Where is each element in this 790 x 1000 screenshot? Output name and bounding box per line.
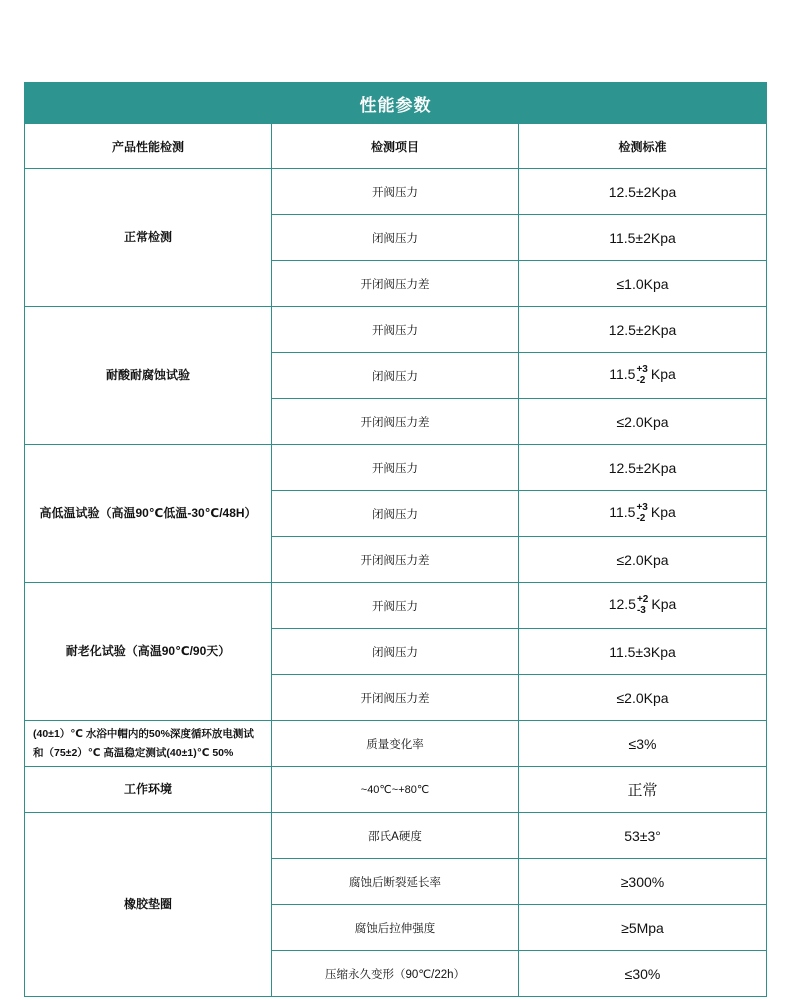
group-label: 正常检测 [25, 169, 272, 307]
test-standard-cell: 53±3° [519, 813, 767, 859]
tolerance-base: 11.5 [609, 504, 636, 521]
test-standard-cell: 正常 [519, 767, 767, 813]
test-item-cell: 质量变化率 [272, 721, 519, 767]
test-item-cell: 开闭阀压力差 [272, 261, 519, 307]
test-item-cell: 闭阀压力 [272, 491, 519, 537]
table-row [25, 307, 767, 353]
group-label: 高低温试验（高温90℃低温-30℃/48H） [25, 445, 272, 583]
tolerance-upper: +2 [636, 594, 649, 605]
test-standard-cell: 12.5±2Kpa [519, 307, 767, 353]
tolerance-lower: -3 [636, 604, 646, 616]
column-header-test-item: 检测项目 [272, 124, 519, 169]
table-row [25, 583, 767, 629]
tolerance-unit: Kpa [650, 504, 676, 521]
column-header-product-test: 产品性能检测 [25, 124, 272, 169]
tolerance-lower: -2 [636, 512, 646, 524]
test-standard-cell [519, 491, 767, 537]
test-standard-cell [519, 353, 767, 399]
test-item-cell: 闭阀压力 [272, 215, 519, 261]
test-standard-cell: ≤2.0Kpa [519, 399, 767, 445]
test-standard-cell: 11.5±2Kpa [519, 215, 767, 261]
test-item-cell: 开闭阀压力差 [272, 399, 519, 445]
test-standard-cell: ≤2.0Kpa [519, 537, 767, 583]
table-row [25, 721, 767, 767]
group-label: 工作环境 [25, 767, 272, 813]
tolerance-base: 11.5 [609, 366, 636, 383]
table-title-row [25, 83, 767, 124]
group-label: (40±1）℃ 水浴中帽内的50%深度循环放电测试和（75±2）℃ 高温稳定测试(40±1)℃ 50% [25, 721, 272, 767]
table-row [25, 767, 767, 813]
test-standard-cell: ≥300% [519, 859, 767, 905]
table-body [25, 83, 767, 997]
table-title: 性能参数 [25, 83, 767, 124]
tolerance-lower: -2 [636, 374, 646, 386]
test-standard-cell: ≥5Mpa [519, 905, 767, 951]
table-row [25, 445, 767, 491]
test-item-cell: 压缩永久变形（90℃/22h） [272, 951, 519, 997]
test-item-cell: 闭阀压力 [272, 353, 519, 399]
test-item-cell: 开闭阀压力差 [272, 675, 519, 721]
group-label: 耐酸耐腐蚀试验 [25, 307, 272, 445]
column-header-test-standard: 检测标准 [519, 124, 767, 169]
tolerance-upper: +3 [636, 364, 648, 375]
group-label: 橡胶垫圈 [25, 813, 272, 997]
table-row [25, 813, 767, 859]
performance-parameters-table [24, 82, 767, 997]
test-item-cell: 开阀压力 [272, 169, 519, 215]
test-item-cell: 腐蚀后断裂延长率 [272, 859, 519, 905]
group-label: 耐老化试验（高温90℃/90天） [25, 583, 272, 721]
test-item-cell: 开阀压力 [272, 307, 519, 353]
test-item-cell: 闭阀压力 [272, 629, 519, 675]
table-header-row [25, 124, 767, 169]
test-item-cell: ~40℃~+80℃ [272, 767, 519, 813]
test-item-cell: 邵氏A硬度 [272, 813, 519, 859]
test-item-cell: 开闭阀压力差 [272, 537, 519, 583]
tolerance-unit: Kpa [651, 596, 677, 613]
tolerance-unit: Kpa [650, 366, 676, 383]
test-item-cell: 开阀压力 [272, 583, 519, 629]
test-standard-cell: ≤3% [519, 721, 767, 767]
test-standard-cell: ≤1.0Kpa [519, 261, 767, 307]
test-standard-cell: 11.5±3Kpa [519, 629, 767, 675]
test-standard-cell [519, 583, 767, 629]
tolerance-base: 12.5 [608, 596, 636, 613]
test-standard-cell: ≤2.0Kpa [519, 675, 767, 721]
test-standard-cell: 12.5±2Kpa [519, 445, 767, 491]
table-row [25, 169, 767, 215]
test-standard-cell: ≤30% [519, 951, 767, 997]
tolerance-upper: +3 [636, 502, 648, 513]
test-item-cell: 腐蚀后拉伸强度 [272, 905, 519, 951]
test-item-cell: 开阀压力 [272, 445, 519, 491]
test-standard-cell: 12.5±2Kpa [519, 169, 767, 215]
